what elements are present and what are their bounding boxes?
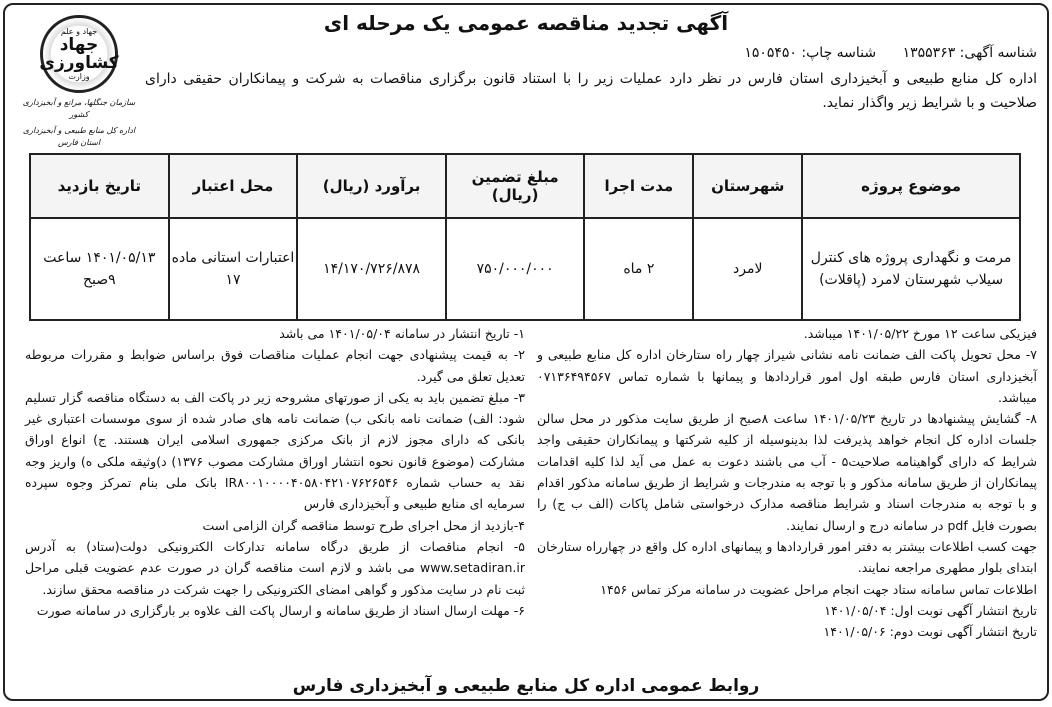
conditions	[25, 323, 1037, 642]
header-duration: مدت اجرا	[584, 154, 693, 218]
header-guarantee: مبلغ تضمین (ریال)	[446, 154, 585, 218]
footer-publisher: روابط عمومی اداره کل منابع طبیعی و آبخیزداری فارس	[292, 676, 760, 696]
ad-meta	[145, 45, 1037, 61]
cell-city: لامرد	[693, 218, 802, 320]
intro-text: اداره کل منابع طبیعی و آبخیزداری استان فارس در نظر دارد عملیات زیر را با استناد قانون برگزاری مناقصات به شرکت و پیمانکاران حقیقی دارای صلاحیت و با شرایط زیر واگذار نماید.	[145, 71, 1037, 111]
condition-item: جهت کسب اطلاعات بیشتر به دفتر امور قراردادها و پیمانهای اداره کل واقع در چهارراه ستارخان ابتدای بلوار مطهری مراجعه نمایند.	[537, 538, 1037, 576]
logo-top-text: جهاد و علم	[60, 27, 98, 36]
logo-main-text: جهاد کشاورزی	[39, 35, 119, 73]
condition-item: تاریخ انتشار آگهی نوبت دوم: ۱۴۰۱/۰۵/۰۶	[823, 624, 1037, 640]
header-credit: محل اعتبار	[169, 154, 298, 218]
cell-duration: ۲ ماه	[584, 218, 693, 320]
print-id: شناسه چاپ: ۱۵۰۵۴۵۰	[744, 45, 877, 61]
condition-item: ۳- مبلغ تضمین باید به یکی از صورتهای مشروحه زیر در پاکت الف به دستگاه مناقصه گزار تسلیم شود: الف) ضمانت نامه بانکی ب) ضمانت نامه های صادر شده از سوی موسسات اعتباری غیر بانکی که دارای مجوز لازم از بانک مرکزی جمهوری اسلامی ایران هستند. ج) انواع اوراق مشارکت (موضوع قانون نحوه انتشار اوراق مشارکت مصوب ۱۳۷۶) د)وثیقه ملکی ه) واریز وجه نقد به حساب شماره IR۸۰۰۱۰۰۰۰۴۰۵۸۰۴۲۱۰۷۶۲۶۵۴۶ بانک ملی بنام تمرکز وجوه سپرده سرمایه ای منابع طبیعی و آبخیزداری فارس	[25, 389, 525, 512]
header-estimate: برآورد (ریال)	[297, 154, 446, 218]
cell-estimate: ۱۴/۱۷۰/۷۲۶/۸۷۸	[297, 218, 446, 320]
left-column	[537, 323, 1037, 642]
condition-item: تاریخ انتشار آگهی نوبت اول: ۱۴۰۱/۰۵/۰۴	[824, 602, 1037, 618]
tender-notice	[3, 3, 1049, 701]
logo-caption-1: سازمان جنگلها، مراتع و آبخیزداری کشور	[22, 98, 136, 119]
cell-subject: مرمت و نگهداری پروژه های کنترل سیلاب شهرستان لامرد (پاقلات)	[802, 218, 1020, 320]
ad-id: شناسه آگهی: ۱۳۵۵۳۶۳	[902, 45, 1037, 61]
logo	[19, 15, 139, 149]
header-subject: موضوع پروژه	[802, 154, 1020, 218]
jahad-emblem-icon	[40, 15, 118, 93]
logo-caption-2: اداره کل منابع طبیعی و آبخیزداری استان فارس	[22, 126, 136, 147]
condition-item: ۸- گشایش پیشنهادها در تاریخ ۱۴۰۱/۰۵/۲۳ ساعت ۸صبح از طریق سایت مذکور در محل سالن جلسات اداره کل انجام خواهد پذیرفت لذا بدینوسیله از کلیه شرکتها و پیمانکاران حقیقی واجد شرایط که دارای گواهینامه صلاحیت۵ - آب می باشند دعوت به عمل می آید لذا کلیه اقدامات پیمانکاران از طریق سامانه مذکور و با توجه به مندرجات و شرایط از طریق سامانه مذکور اقدام و با توجه به مندرجات اسناد و شرایط مناقصه مدارک درخواستی شامل پاکات (الف ب ج) را بصورت فایل pdf در سامانه درج و ارسال نمایند.	[537, 411, 1037, 533]
tender-table	[29, 153, 1021, 321]
logo-bottom-text: وزارت	[68, 72, 90, 81]
cell-visit: ۱۴۰۱/۰۵/۱۳ ساعت ۹صبح	[30, 218, 169, 320]
condition-item: ۶- مهلت ارسال اسناد از طریق سامانه و ارسال پاکت الف علاوه بر بارگزاری در سامانه صورت	[36, 602, 525, 618]
condition-item: ۷- محل تحویل پاکت الف ضمانت نامه نشانی شیراز چهار راه ستارخان اداره کل منابع طبیعی و آبخیزداری استان فارس طبقه اول امور قراردادها و پیمانها با شماره تماس ۰۷۱۳۶۴۹۴۵۶۷ میباشد.	[537, 347, 1037, 405]
condition-item: ۵- انجام مناقصات از طریق درگاه سامانه تدارکات الکترونیکی دولت(ستاد) به آدرس www.setadiran.ir می باشد و لازم است مناقصه گران در صورت عدم عضویت قبلی مراحل ثبت نام در سایت مذکور و گواهی امضای الکترونیکی را جهت شرکت در مناقصه محقق سازند.	[25, 538, 525, 597]
table-header-row	[30, 154, 1020, 218]
page-title: آگهی تجدید مناقصه عمومی یک مرحله ای	[323, 11, 729, 35]
table-row	[30, 218, 1020, 320]
header-city: شهرستان	[693, 154, 802, 218]
right-column	[25, 323, 525, 642]
condition-item: ۱- تاریخ انتشار در سامانه ۱۴۰۱/۰۵/۰۴ می باشد	[279, 326, 525, 341]
header-visit: تاریخ بازدید	[30, 154, 169, 218]
cell-guarantee: ۷۵۰/۰۰۰/۰۰۰	[446, 218, 585, 320]
condition-item: اطلاعات تماس سامانه ستاد جهت انجام مراحل عضویت در سامانه مرکز تماس ۱۴۵۶	[600, 581, 1037, 597]
condition-item: ۲- به قیمت پیشنهادی جهت انجام عملیات مناقصات فوق براساس ضوابط و مقررات مربوطه تعدیل تعلق می گیرد.	[25, 347, 525, 384]
condition-item: ۴-بازدید از محل اجرای طرح توسط مناقصه گران الزامی است	[202, 517, 525, 533]
cell-credit: اعتبارات استانی ماده ۱۷	[169, 218, 298, 320]
condition-item: فیزیکی ساعت ۱۲ مورخ ۱۴۰۱/۰۵/۲۲ میباشد.	[803, 326, 1037, 341]
